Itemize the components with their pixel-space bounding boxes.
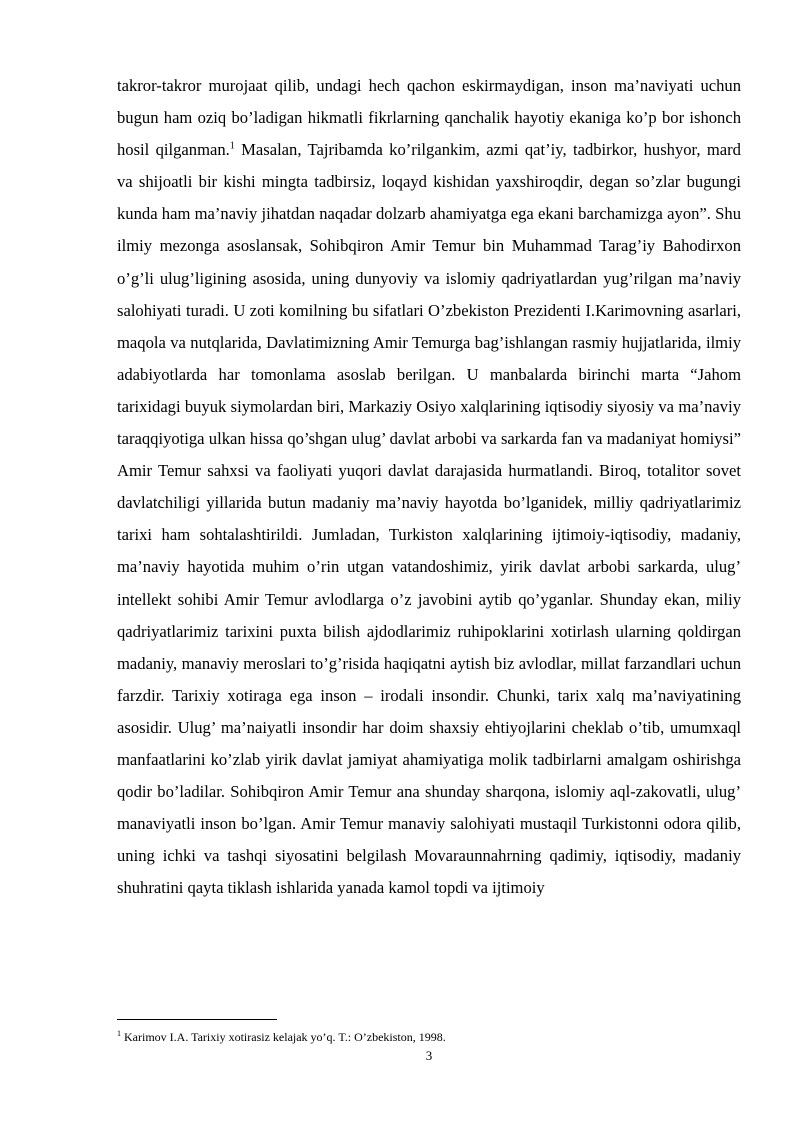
footnote-reference[interactable]: 1 (229, 140, 235, 152)
footnote-separator (117, 1019, 277, 1020)
body-text-part-2: Masalan, Tajribamda ko’rilgankim, azmi qat’iy, tadbirkor, hushyor, mard va shijoatli bir kishi mingta tadbirsiz, loqayd kishidan yaxshiroqdir, degan so’zlar bugungi kunda ham ma’naviy jihatdan naqadar dolzarb ahamiyatga ega ekani barchamizga ayon”. Shu ilmiy mezonga asoslansak, Sohibqiron Amir Temur bin Muhammad Tarag’iy Bahodirxon o’g’li ulug’ligining asosida, uning dunyoviy va islomiy qadriyatlardan yug’rilgan ma’naviy salohiyati turadi. U zoti komilning bu sifatlari O’zbekiston Prezidenti I.Karimovning asarlari, maqola va nutqlarida, Davlatimizning Amir Temurga bag’ishlangan rasmiy hujjatlarida, ilmiy adabiyotlarda har tomonlama asoslab berilgan. U manbalarda birinchi marta “Jahom tarixidagi buyuk siymolardan biri, Markaziy Osiyo xalqlarining iqtisodiy siyosiy va ma’naviy taraqqiyotiga ulkan hissa qo’shgan ulug’ davlat arbobi va sarkarda fan va madaniyat homiysi” Amir Temur sahxsi va faoliyati yuqori davlat darajasida hurmatlandi. Biroq, totalitor sovet davlatchiligi yillarida butun madaniy ma’naviy hayotda bo’lganidek, milliy qadriyatlarimiz tarixi ham sohtalashtirildi. Jumladan, Turkiston xalqlarining ijtimoiy-iqtisodiy, madaniy, ma’naviy hayotida muhim o’rin utgan vatandoshimiz, yirik davlat arbobi sarkarda, ulug’ intellekt sohibi Amir Temur avlodlarga o’z javobini aytib qo’yganlar. Shunday ekan, miliy qadriyatlarimiz tarixini puxta bilish ajdodlarimiz ruhipoklarini xotirlash ularning qoldirgan madaniy, manaviy meroslari to’g’risida haqiqatni aytish biz avlodlar, millat farzandlari uchun farzdir. Tarixiy xotiraga ega inson – irodali insondir. Chunki, tarix xalq ma’naviyatining asosidir. Ulug’ ma’naiyatli insondir har doim shaxsiy ehtiyojlarini cheklab o’tib, umumxaql manfaatlarini ko’zlab yirik davlat jamiyat ahamiyatiga molik tadbirlarni amalgam oshirishga qodir bo’ladilar. Sohibqiron Amir Temur ana shunday sharqona, islomiy aql-zakovatli, ulug’ manaviyatli inson bo’lgan. Amir Temur manaviy salohiyati mustaqil Turkistonni odora qilib, uning ichki va tashqi siyosatini belgilash Movaraunnahrning qadimiy, iqtisodiy, madaniy shuhratini qayta tiklash ishlarida yanada kamol topdi va ijtimoiy (117, 140, 741, 898)
footnote-text: Karimov I.A. Tarixiy xotirasiz kelajak yo’q. T.: O’zbekiston, 1998. (121, 1030, 446, 1044)
body-paragraph (117, 70, 741, 904)
footnote (117, 1029, 741, 1045)
footnote-mark: 1 (117, 1029, 121, 1038)
page-number: 3 (425, 1048, 433, 1063)
body-text-part-1: takror-takror murojaat qilib, undagi hech qachon eskirmaydigan, inson ma’naviyati uchun bugun ham oziq bo’ladigan hikmatli fikrlarning qanchalik hayotiy ekaniga ko’p bor ishonch hosil qilganman. (117, 76, 741, 160)
